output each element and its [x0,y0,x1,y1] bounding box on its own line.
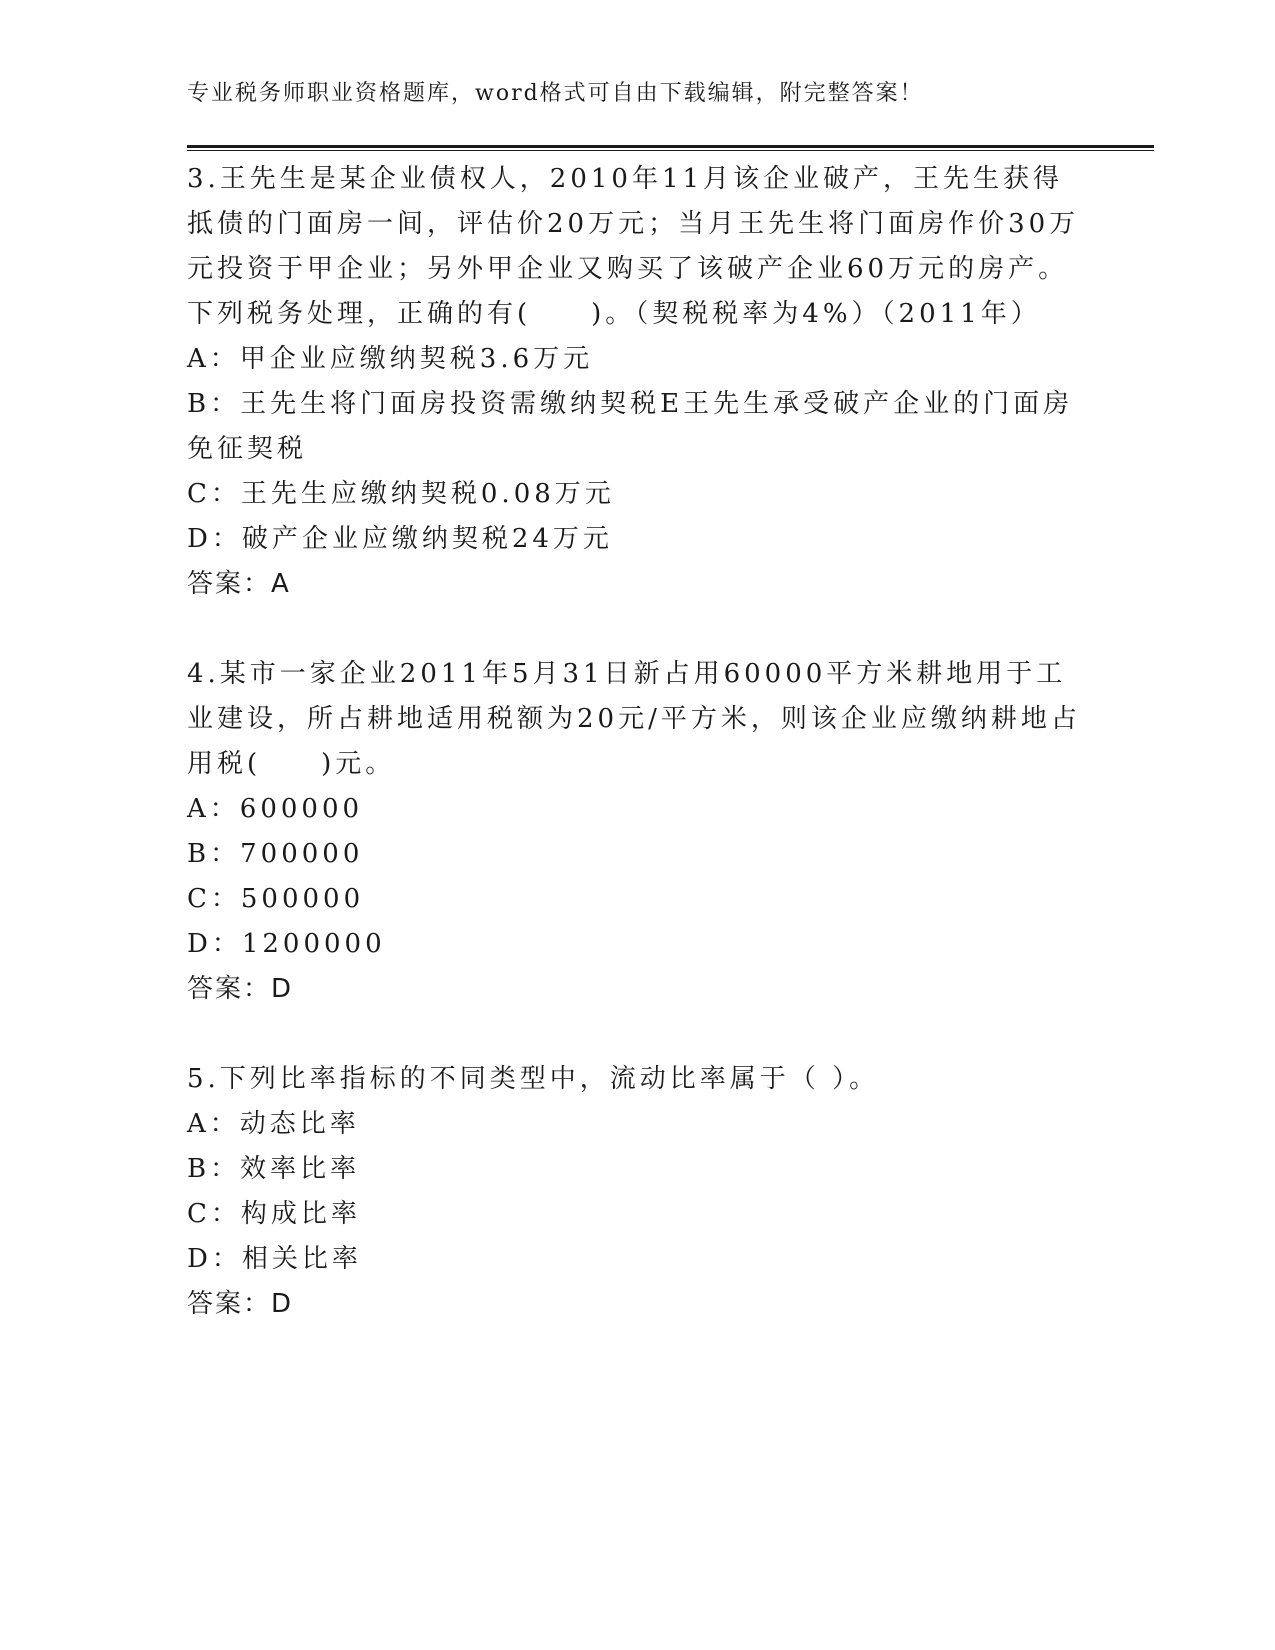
option-d: D：1200000 [187,929,386,959]
question-list [187,157,1087,1327]
question-4 [187,652,1087,1012]
answer-line: 答案：D [187,1289,294,1319]
option-b: B：王先生将门面房投资需缴纳契税E王先生承受破产企业的门面房免征契税 [187,389,1074,464]
answer-line: 答案：D [187,974,294,1004]
question-stem: 3.王先生是某企业债权人，2010年11月该企业破产，王先生获得抵债的门面房一间，评估价20万元；当月王先生将门面房作价30万元投资于甲企业；另外甲企业又购买了该破产企业60万元的房产。下列税务处理，正确的有( )。（契税税率为4%）（2011年） [187,164,1080,329]
option-d: D：相关比率 [187,1244,362,1274]
spacer [187,607,1087,652]
option-a: A：动态比率 [187,1109,360,1139]
option-b: B：效率比率 [187,1154,361,1184]
page-header: 专业税务师职业资格题库，word格式可自由下载编辑，附完整答案！ [187,81,924,106]
answer-line: 答案：A [187,569,291,599]
question-stem: 5.下列比率指标的不同类型中，流动比率属于（ ）。 [187,1064,880,1094]
option-c: C：王先生应缴纳契税0.08万元 [187,479,615,509]
spacer [187,1012,1087,1057]
option-c: C：构成比率 [187,1199,361,1229]
question-5 [187,1057,1087,1327]
option-b: B：700000 [187,839,364,869]
option-d: D：破产企业应缴纳契税24万元 [187,524,613,554]
option-c: C：500000 [187,884,365,914]
question-stem: 4.某市一家企业2011年5月31日新占用60000平方米耕地用于工业建设，所占耕地适用税额为20元/平方米，则该企业应缴纳耕地占用税( )元。 [187,659,1081,779]
question-3 [187,157,1087,607]
header-divider-thin [187,150,1154,151]
option-a: A：600000 [187,794,364,824]
option-a: A：甲企业应缴纳契税3.6万元 [187,344,594,374]
header-divider [187,145,1154,148]
